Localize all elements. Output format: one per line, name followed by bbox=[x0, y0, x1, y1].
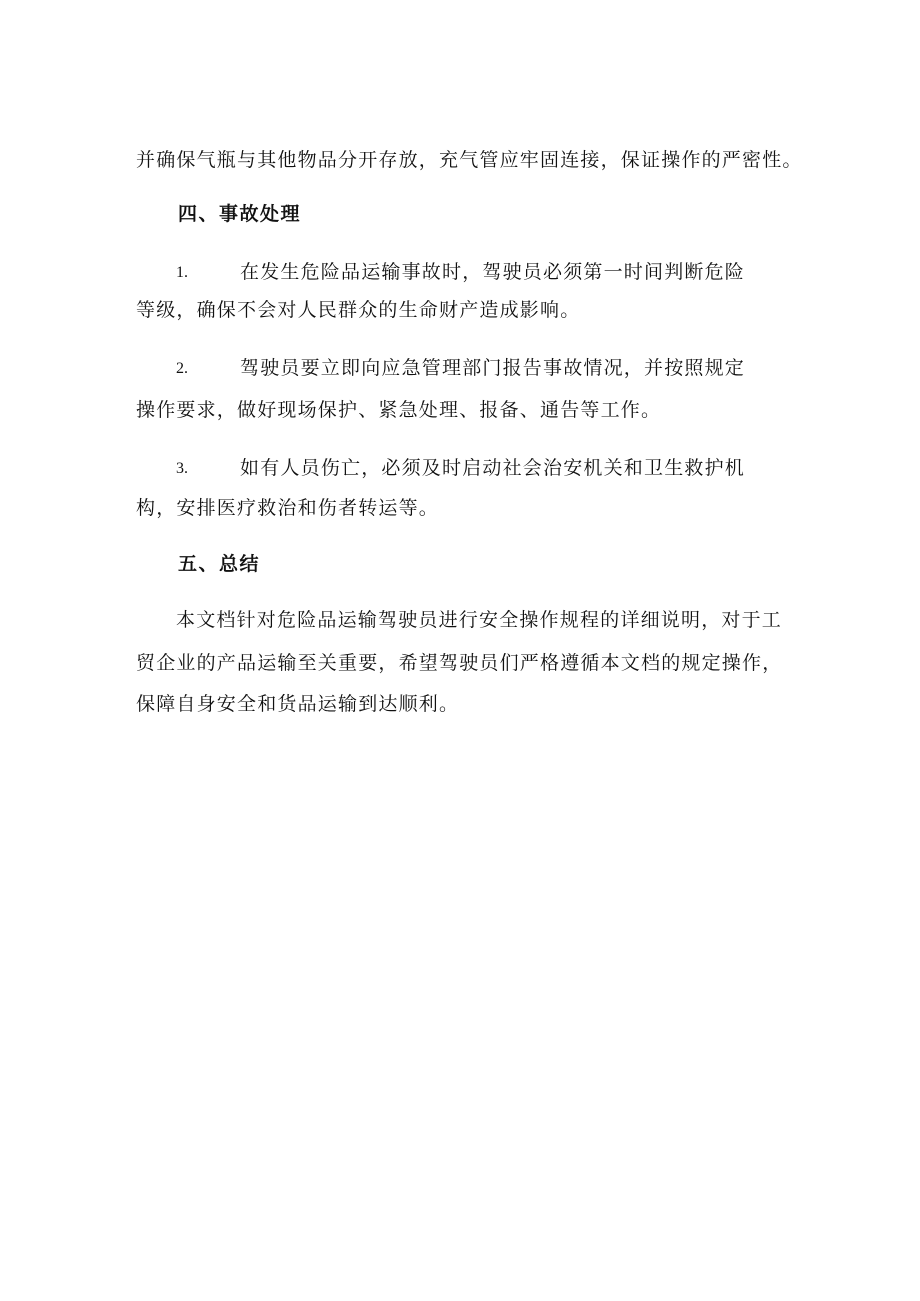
list-item-line: 操作要求，做好现场保护、紧急处理、报备、通告等工作。 bbox=[136, 399, 662, 421]
paragraph-line: 贸企业的产品运输至关重要，希望驾驶员们严格遵循本文档的规定操作， bbox=[136, 652, 783, 674]
section-4-heading: 四、事故处理 bbox=[178, 203, 302, 225]
list-item-number: 2. bbox=[176, 360, 188, 377]
list-item-line: 等级，确保不会对人民群众的生命财产造成影响。 bbox=[136, 299, 581, 321]
paragraph-line: 保障自身安全和货品运输到达顺利。 bbox=[136, 693, 460, 715]
section-5-heading: 五、总结 bbox=[178, 553, 261, 575]
list-item-line: 如有人员伤亡，必须及时启动社会治安机关和卫生救护机 bbox=[240, 457, 746, 479]
list-item-number: 1. bbox=[176, 264, 188, 281]
intro-paragraph-tail: 并确保气瓶与其他物品分开存放，充气管应牢固连接，保证操作的严密性。 bbox=[136, 149, 803, 171]
paragraph-line: 本文档针对危险品运输驾驶员进行安全操作规程的详细说明，对于工 bbox=[176, 609, 783, 631]
list-item-number: 3. bbox=[176, 460, 188, 477]
list-item-line: 驾驶员要立即向应急管理部门报告事故情况，并按照规定 bbox=[240, 357, 746, 379]
list-item-line: 在发生危险品运输事故时，驾驶员必须第一时间判断危险 bbox=[240, 261, 746, 283]
list-item-line: 构，安排医疗救治和伤者转运等。 bbox=[136, 497, 440, 519]
